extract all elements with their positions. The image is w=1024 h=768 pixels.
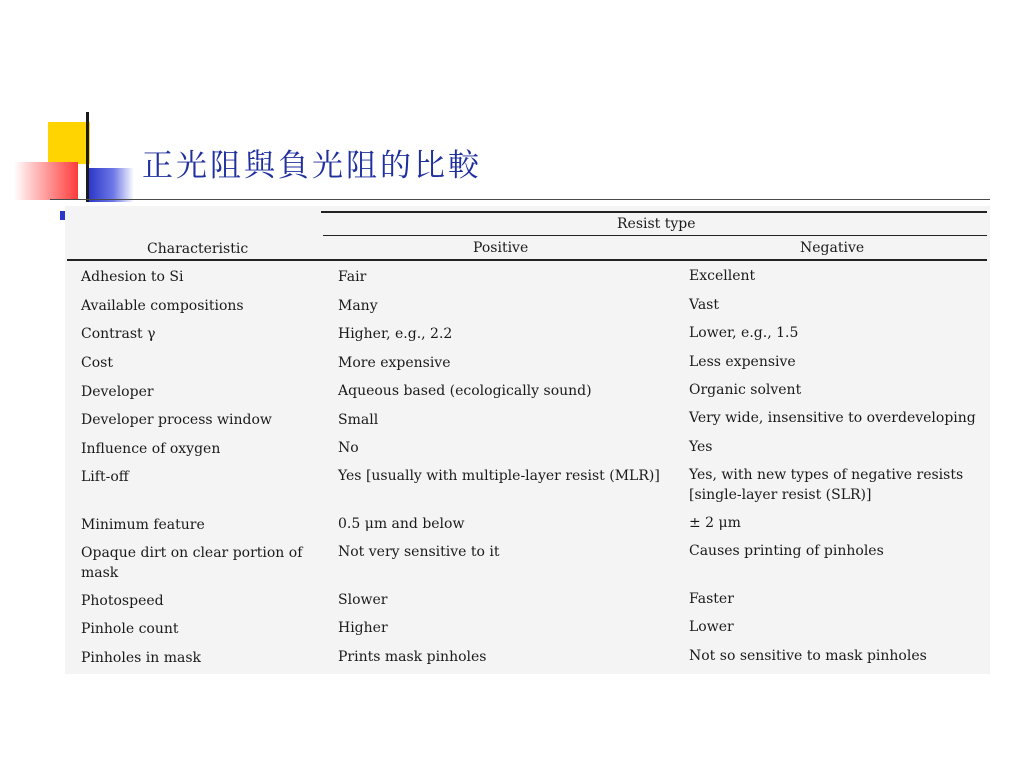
table-top-rule [321, 211, 987, 213]
row-5-negative: Organic solvent [689, 382, 802, 398]
row-13-negative: Not so sensitive to mask pinholes [689, 648, 927, 664]
row-6-negative: Very wide, insensitive to overdeveloping [689, 410, 976, 426]
row-4-positive: More expensive [338, 355, 451, 371]
row-12-characteristic: Pinhole count [81, 621, 179, 637]
header-negative: Negative [800, 240, 865, 256]
row-13-positive: Prints mask pinholes [338, 649, 487, 665]
row-9-characteristic: Minimum feature [81, 517, 205, 533]
row-4-characteristic: Cost [81, 355, 113, 371]
decor-vertical-line [86, 112, 89, 202]
row-1-negative: Excellent [689, 268, 756, 284]
row-9-negative: ± 2 μm [689, 515, 741, 531]
row-5-positive: Aqueous based (ecologically sound) [338, 383, 592, 399]
row-7-negative: Yes [689, 439, 713, 455]
row-2-negative: Vast [689, 297, 719, 313]
row-3-characteristic: Contrast γ [81, 326, 156, 342]
row-1-positive: Fair [338, 269, 367, 285]
row-11-positive: Slower [338, 592, 388, 608]
row-9-positive: 0.5 μm and below [338, 516, 465, 532]
row-2-positive: Many [338, 298, 378, 314]
row-3-negative: Lower, e.g., 1.5 [689, 325, 799, 341]
row-13-characteristic: Pinholes in mask [81, 650, 201, 666]
row-6-positive: Small [338, 412, 379, 428]
row-10-positive: Not very sensitive to it [338, 544, 500, 560]
header-resist-type: Resist type [617, 216, 696, 232]
title-underline [50, 199, 990, 200]
header-characteristic: Characteristic [147, 241, 249, 257]
slide-title: 正光阻與負光阻的比較 [142, 148, 482, 184]
comparison-table [65, 206, 990, 674]
row-10-characteristic: Opaque dirt on clear portion of mask [81, 545, 303, 581]
decor-blue-gradient [88, 168, 134, 202]
row-8-characteristic: Lift-off [81, 469, 129, 485]
row-7-characteristic: Influence of oxygen [81, 441, 221, 457]
row-1-characteristic: Adhesion to Si [81, 269, 184, 285]
row-12-negative: Lower [689, 619, 734, 635]
row-2-characteristic: Available compositions [81, 298, 244, 314]
row-6-characteristic: Developer process window [81, 412, 272, 428]
row-10-negative: Causes printing of pinholes [689, 543, 884, 559]
row-8-negative: Yes, with new types of negative resists [single-layer resist (SLR)] [689, 467, 964, 503]
header-positive: Positive [473, 240, 529, 256]
row-11-negative: Faster [689, 591, 734, 607]
decor-red-gradient [14, 162, 78, 200]
row-5-characteristic: Developer [81, 384, 154, 400]
row-3-positive: Higher, e.g., 2.2 [338, 326, 453, 342]
table-group-rule [323, 235, 987, 236]
row-4-negative: Less expensive [689, 354, 796, 370]
row-11-characteristic: Photospeed [81, 593, 164, 609]
row-8-positive: Yes [usually with multiple-layer resist (MLR)] [338, 468, 660, 484]
decor-yellow-square [48, 122, 90, 164]
row-12-positive: Higher [338, 620, 388, 636]
row-7-positive: No [338, 440, 359, 456]
table-header-rule [67, 259, 987, 261]
